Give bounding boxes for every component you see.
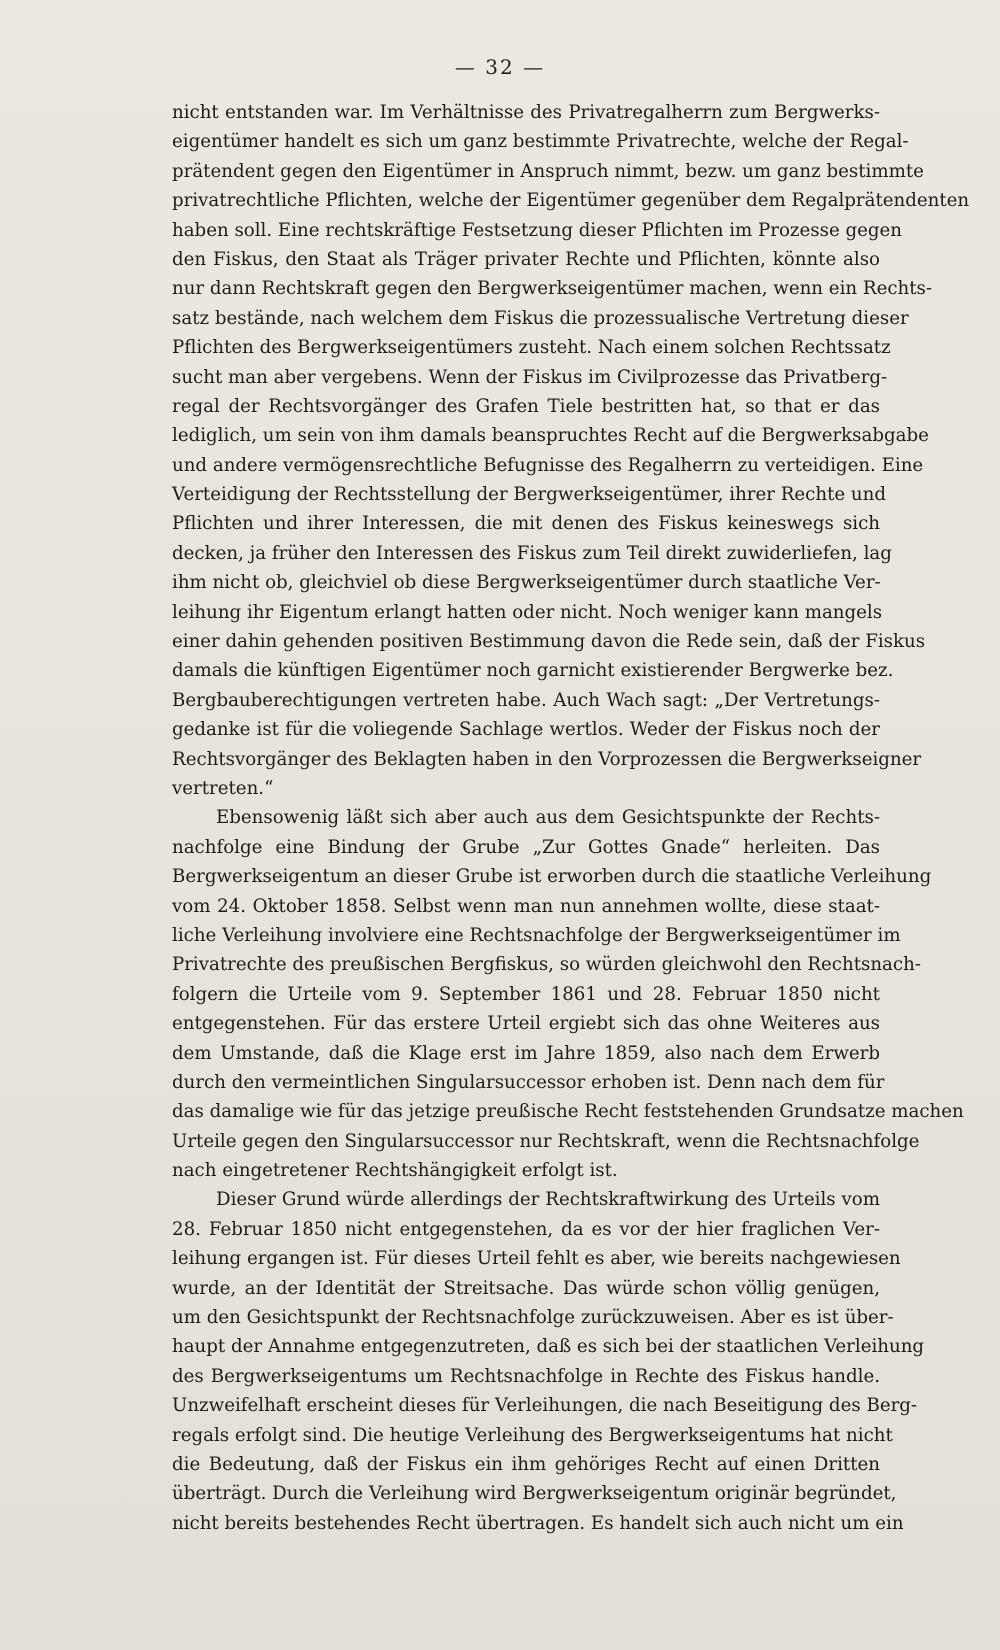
paragraph [172, 98, 970, 803]
text-line: überträgt. Durch die Verleihung wird Bergwerkseigentum originär begründet, [172, 1483, 897, 1505]
text-line: um den Gesichtspunkt der Rechtsnachfolge zurückzuweisen. Aber es ist über- [172, 1307, 894, 1329]
text-line: liche Verleihung involviere eine Rechtsnachfolge der Bergwerkseigentümer im [172, 924, 901, 946]
text-line: ihm nicht ob, gleichviel ob diese Bergwerkseigentümer durch staatliche Ver- [172, 572, 881, 594]
page-number: — 32 — [454, 55, 546, 79]
text-line: das damalige wie für das jetzige preußische Recht feststehenden Grundsatze machen [172, 1101, 964, 1123]
text-line: vertreten.“ [172, 777, 274, 799]
text-line: Bergwerkseigentum an dieser Grube ist erworben durch die staatliche Verleihung [172, 866, 932, 888]
paragraph [172, 803, 964, 1185]
text-line: vom 24. Oktober 1858. Selbst wenn man nun annehmen wollte, diese staat- [172, 895, 880, 917]
text-line: wurde, an der Identität der Streitsache. Das würde schon völlig genügen, [172, 1277, 880, 1299]
text-line: nur dann Rechtskraft gegen den Bergwerkseigentümer machen, wenn ein Rechts- [172, 278, 933, 300]
text-line: dem Umstande, daß die Klage erst im Jahre 1859, also nach dem Erwerb [172, 1042, 880, 1064]
text-line: Ebensowenig läßt sich aber auch aus dem Gesichtspunkte der Rechts- [216, 807, 880, 829]
text-line: und andere vermögensrechtliche Befugnisse des Regalherrn zu verteidigen. Eine [172, 454, 924, 476]
text-line: satz bestände, nach welchem dem Fiskus die prozessualische Vertretung dieser [172, 307, 909, 329]
text-line: haben soll. Eine rechtskräftige Festsetzung dieser Pflichten im Prozesse gegen [172, 219, 903, 241]
text-line: Pflichten und ihrer Interessen, die mit denen des Fiskus keineswegs sich [172, 513, 880, 535]
text-line: Pflichten des Bergwerkseigentümers zusteht. Nach einem solchen Rechtssatz [172, 337, 891, 359]
text-line: nach eingetretener Rechtshängigkeit erfolgt ist. [172, 1160, 618, 1182]
text-line: des Bergwerkseigentums um Rechtsnachfolge in Rechte des Fiskus handle. [172, 1365, 880, 1387]
text-line: gedanke ist für die voliegende Sachlage wertlos. Weder der Fiskus noch der [172, 719, 880, 741]
text-line: Unzweifelhaft erscheint dieses für Verleihungen, die nach Beseitigung des Berg- [172, 1395, 918, 1417]
text-line: privatrechtliche Pflichten, welche der Eigentümer gegenüber dem Regalprätendenten [172, 190, 970, 212]
text-line: leihung ergangen ist. Für dieses Urteil fehlt es aber, wie bereits nachgewiesen [172, 1248, 901, 1270]
text-line: folgern die Urteile vom 9. September 1861 und 28. Februar 1850 nicht [172, 983, 880, 1005]
text-line: eigentümer handelt es sich um ganz bestimmte Privatrechte, welche der Regal- [172, 131, 909, 153]
text-line: regal der Rechtsvorgänger des Grafen Tiele bestritten hat, so that er das [172, 395, 880, 417]
text-line: sucht man aber vergebens. Wenn der Fiskus im Civilprozesse das Privatberg- [172, 366, 888, 388]
text-line: Rechtsvorgänger des Beklagten haben in den Vorprozessen die Bergwerkseigner [172, 748, 922, 770]
text-line: haupt der Annahme entgegenzutreten, daß es sich bei der staatlichen Verleihung [172, 1336, 925, 1358]
text-line: Bergbauberechtigungen vertreten habe. Auch Wach sagt: „Der Vertretungs- [172, 689, 880, 711]
text-line: decken, ja früher den Interessen des Fiskus zum Teil direkt zuwiderliefen, lag [172, 542, 892, 564]
paragraph [172, 1185, 925, 1538]
text-line: Dieser Grund würde allerdings der Rechtskraftwirkung des Urteils vom [216, 1189, 880, 1211]
body-text [172, 98, 970, 1538]
text-line: entgegenstehen. Für das erstere Urteil ergiebt sich das ohne Weiteres aus [172, 1013, 880, 1035]
text-line: den Fiskus, den Staat als Träger privater Rechte und Pflichten, könnte also [172, 248, 880, 270]
text-line: nachfolge eine Bindung der Grube „Zur Gottes Gnade“ herleiten. Das [172, 836, 880, 858]
text-line: Urteile gegen den Singularsuccessor nur Rechtskraft, wenn die Rechtsnachfolge [172, 1130, 920, 1152]
text-line: lediglich, um sein von ihm damals beanspruchtes Recht auf die Bergwerksabgabe [172, 425, 929, 447]
text-line: Verteidigung der Rechtsstellung der Bergwerkseigentümer, ihrer Rechte und [172, 484, 886, 506]
text-line: prätendent gegen den Eigentümer in Anspruch nimmt, bezw. um ganz bestimmte [172, 160, 924, 182]
text-line: Privatrechte des preußischen Bergfiskus, so würden gleichwohl den Rechtsnach- [172, 954, 921, 976]
text-line: nicht entstanden war. Im Verhältnisse des Privatregalherrn zum Bergwerks- [172, 102, 880, 123]
text-line: leihung ihr Eigentum erlangt hatten oder nicht. Noch weniger kann mangels [172, 601, 883, 623]
text-line: nicht bereits bestehendes Recht übertragen. Es handelt sich auch nicht um ein [172, 1512, 904, 1534]
text-line: 28. Februar 1850 nicht entgegenstehen, da es vor der hier fraglichen Ver- [172, 1218, 880, 1240]
text-line: einer dahin gehenden positiven Bestimmung davon die Rede sein, daß der Fiskus [172, 631, 926, 653]
text-line: durch den vermeintlichen Singularsuccessor erhoben ist. Denn nach dem für [172, 1071, 885, 1093]
text-line: damals die künftigen Eigentümer noch garnicht existierender Bergwerke bez. [172, 660, 894, 682]
text-line: die Bedeutung, daß der Fiskus ein ihm gehöriges Recht auf einen Dritten [172, 1453, 880, 1475]
text-line: regals erfolgt sind. Die heutige Verleihung des Bergwerkseigentums hat nicht [172, 1424, 893, 1446]
